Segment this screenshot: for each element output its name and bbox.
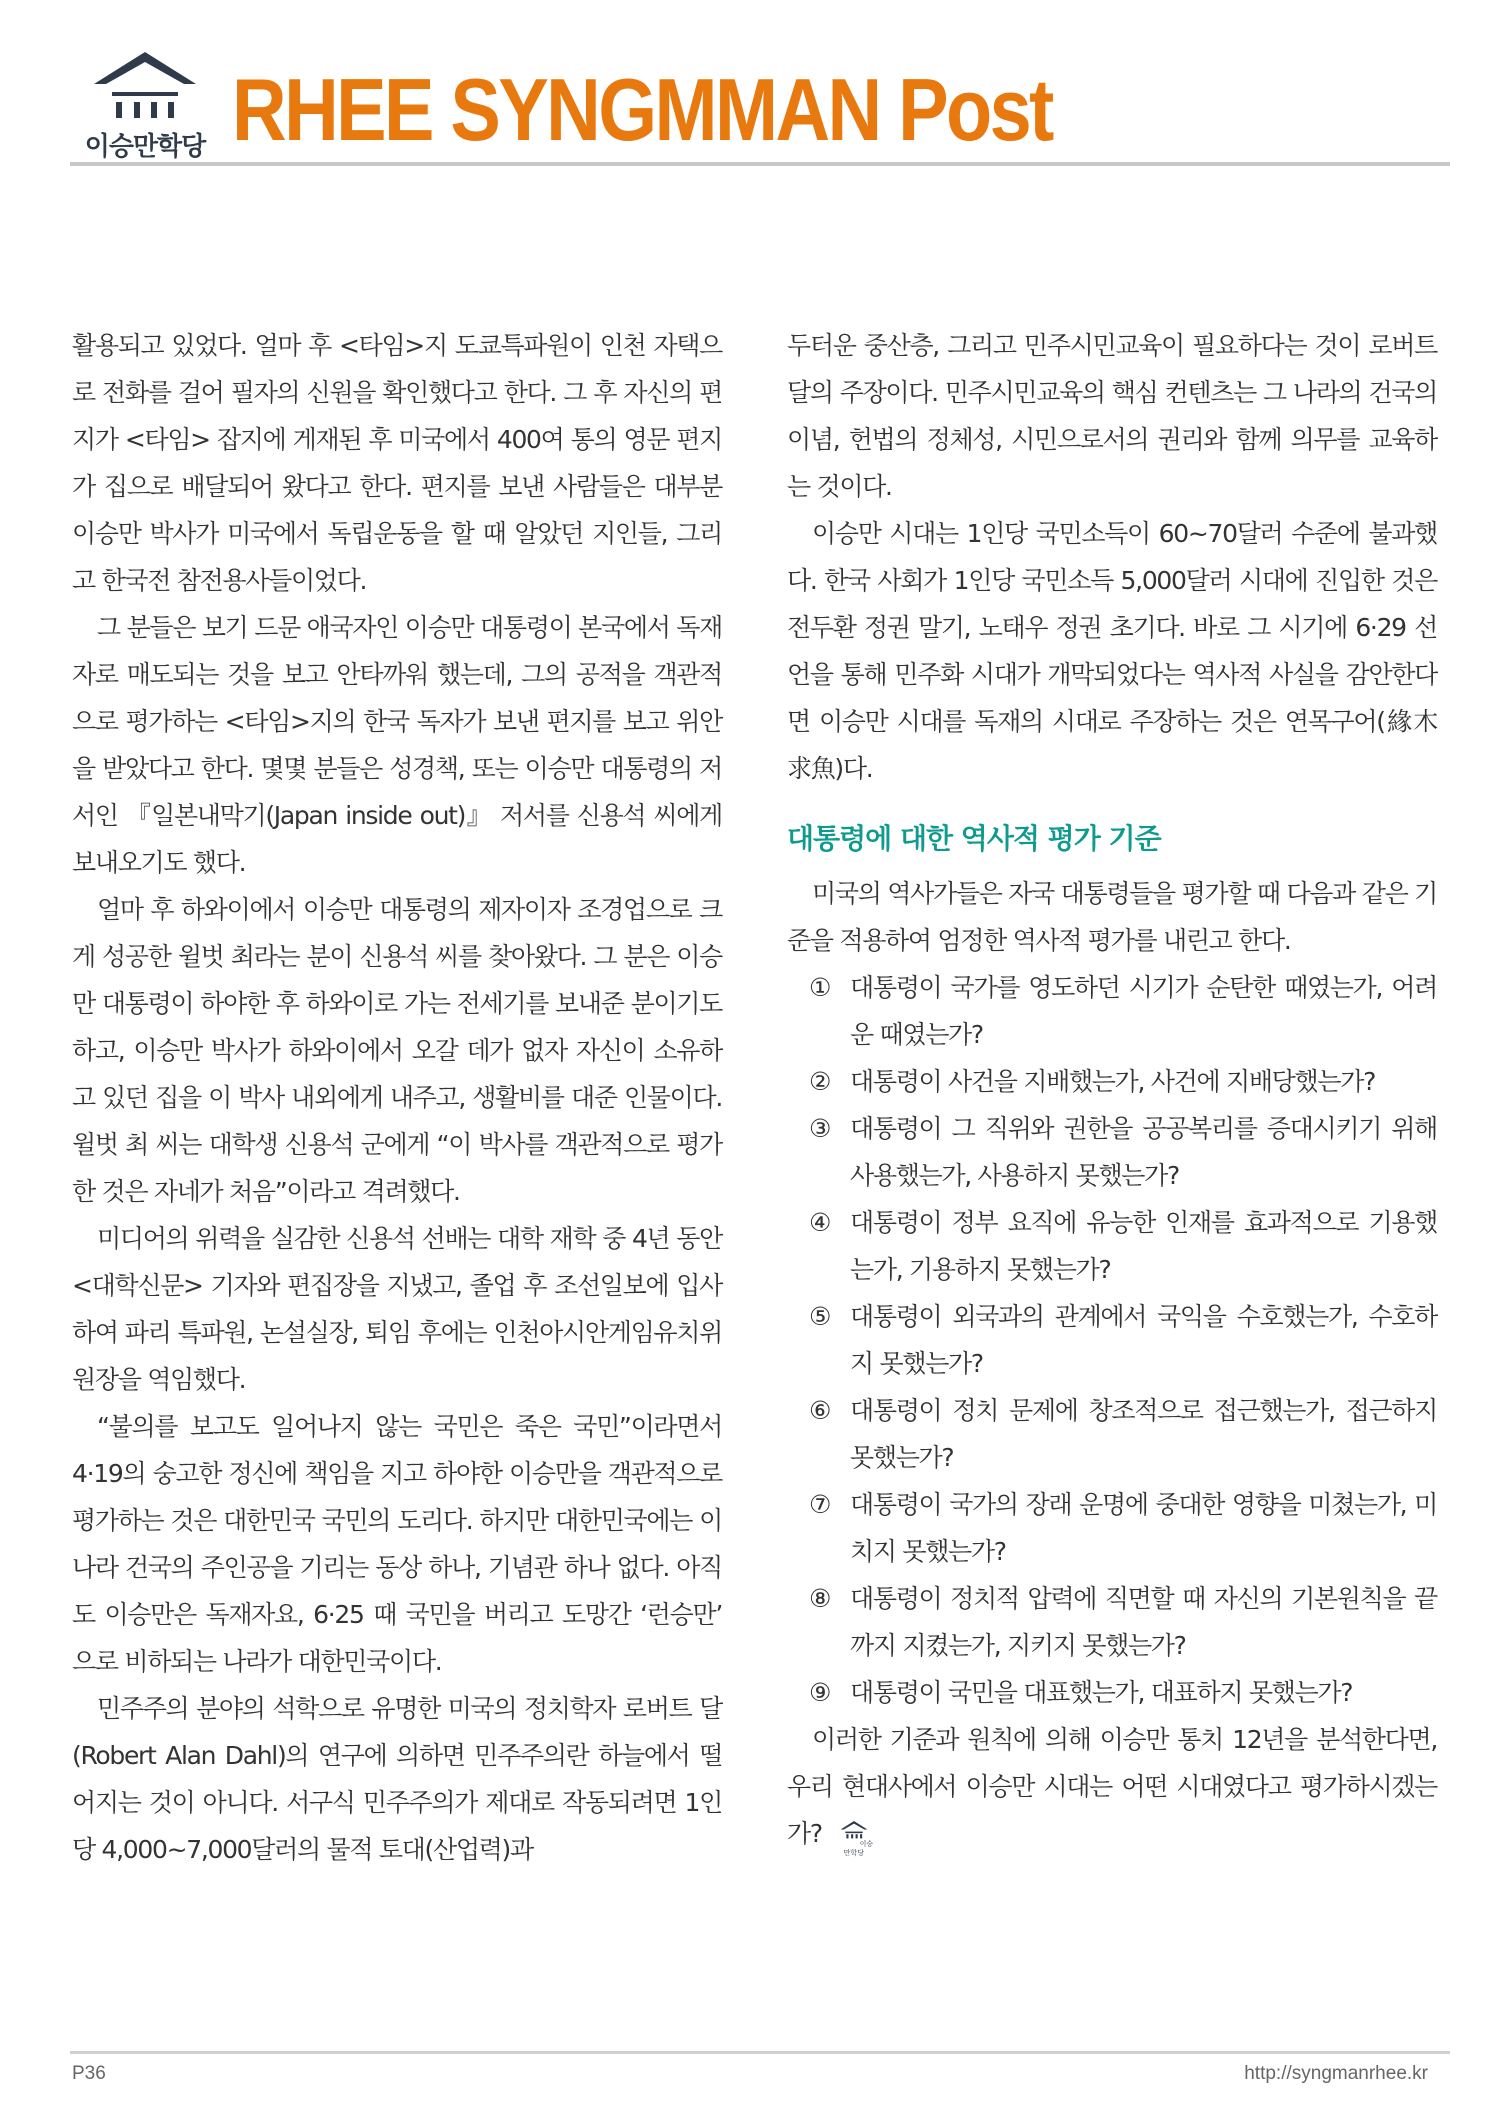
criterion-item bbox=[787, 1669, 1437, 1716]
body-paragraph: “불의를 보고도 일어나지 않는 국민은 죽은 국민”이라면서 4·19의 숭고한 정신에 책임을 지고 하야한 이승만을 객관적으로 평가하는 것은 대한민국 국민의 도리다. 하지만 대한민국에는 이 나라 건국의 주인공을 기리는 동상 하나, 기념관 하나 없다. 아직도 이승만은 독재자요, 6·25 때 국민을 버리고 도망간 ‘런승만’ 으로 비하되는 나라가 대한민국이다. bbox=[72, 1412, 722, 1676]
body-paragraph: 그 분들은 보기 드문 애국자인 이승만 대통령이 본국에서 독재자로 매도되는 것을 보고 안타까워 했는데, 그의 공적을 객관적으로 평가하는 <타임>지의 한국 독자가 보낸 편지를 보고 위안을 받았다고 한다. 몇몇 분들은 성경책, 또는 이승만 대통령의 저서인 『일본내막기(Japan inside out)』 저서를 신용석 씨에게 보내오기도 했다. bbox=[72, 613, 722, 877]
end-mark-text: 이승만학당 bbox=[843, 1840, 874, 1857]
body-paragraph: 민주주의 분야의 석학으로 유명한 미국의 정치학자 로버트 달(Robert Alan Dahl)의 연구에 의하면 민주주의란 하늘에서 떨어지는 것이 아니다. 서구식 민주주의가 제대로 작동되려면 1인당 4,000~7,000달러의 물적 토대(산업력)과 bbox=[72, 1694, 722, 1864]
criterion-item bbox=[787, 964, 1437, 1058]
criteria-list bbox=[787, 964, 1437, 1716]
criterion-text: 대통령이 정치 문제에 창조적으로 접근했는가, 접근하지 못했는가? bbox=[850, 1396, 1437, 1472]
body-paragraph: 활용되고 있었다. 얼마 후 <타임>지 도쿄특파원이 인천 자택으로 전화를 걸어 필자의 신원을 확인했다고 한다. 그 후 자신의 편지가 <타임> 잡지에 게재된 후 미국에서 400여 통의 영문 편지가 집으로 배달되어 왔다고 한다. 편지를 보낸 사람들은 대부분 이승만 박사가 미국에서 독립운동을 할 때 알았던 지인들, 그리고 한국전 참전용사들이었다. bbox=[72, 331, 722, 595]
page-number: P36 bbox=[72, 2063, 106, 2084]
criterion-number: ⑧ bbox=[809, 1584, 831, 1613]
left-column bbox=[72, 322, 722, 1873]
academy-roof-icon bbox=[92, 48, 198, 124]
masthead bbox=[70, 40, 1450, 172]
academy-logo[interactable] bbox=[70, 48, 220, 162]
closing-text: 이러한 기준과 원칙에 의해 이승만 통치 12년을 분석한다면, 우리 현대사에서 이승만 시대는 어떤 시대였다고 평가하시겠는가? bbox=[787, 1725, 1437, 1848]
criterion-item bbox=[787, 1105, 1437, 1199]
header-divider bbox=[70, 162, 1450, 166]
criterion-item bbox=[787, 1293, 1437, 1387]
criterion-number: ④ bbox=[809, 1208, 831, 1237]
criterion-number: ③ bbox=[809, 1114, 831, 1143]
criterion-text: 대통령이 국민을 대표했는가, 대표하지 못했는가? bbox=[850, 1678, 1353, 1707]
criterion-number: ⑥ bbox=[809, 1396, 831, 1425]
criterion-text: 대통령이 국가를 영도하던 시기가 순탄한 때였는가, 어려운 때였는가? bbox=[850, 973, 1437, 1049]
criterion-number: ⑦ bbox=[809, 1490, 831, 1519]
publication-title: RHEE SYNGMMAN Post bbox=[232, 60, 1052, 159]
section-heading: 대통령에 대한 역사적 평가 기준 bbox=[787, 822, 1161, 855]
body-paragraph: 얼마 후 하와이에서 이승만 대통령의 제자이자 조경업으로 크게 성공한 윌벗 최라는 분이 신용석 씨를 찾아왔다. 그 분은 이승만 대통령이 하야한 후 하와이로 가는 전세기를 보내준 분이기도 하고, 이승만 박사가 하와이에서 오갈 데가 없자 자신이 소유하고 있던 집을 이 박사 내외에게 내주고, 생활비를 대준 인물이다. 윌벗 최 씨는 대학생 신용석 군에게 “이 박사를 객관적으로 평가한 것은 자네가 처음”이라고 격려했다. bbox=[72, 895, 722, 1206]
criterion-text: 대통령이 정부 요직에 유능한 인재를 효과적으로 기용했는가, 기용하지 못했는가? bbox=[850, 1208, 1437, 1284]
criterion-number: ② bbox=[809, 1067, 831, 1096]
right-column bbox=[787, 322, 1437, 1857]
body-paragraph: 미디어의 위력을 실감한 신용석 선배는 대학 재학 중 4년 동안 <대학신문> 기자와 편집장을 지냈고, 졸업 후 조선일보에 입사하여 파리 특파원, 논설실장, 퇴임 후에는 인천아시안게임유치위원장을 역임했다. bbox=[72, 1224, 722, 1394]
footer-divider bbox=[70, 2051, 1450, 2054]
criterion-text: 대통령이 그 직위와 권한을 공공복리를 증대시키기 위해 사용했는가, 사용하지 못했는가? bbox=[850, 1114, 1437, 1190]
criterion-text: 대통령이 정치적 압력에 직면할 때 자신의 기본원칙을 끝까지 지켰는가, 지키지 못했는가? bbox=[850, 1584, 1437, 1660]
criterion-text: 대통령이 외국과의 관계에서 국익을 수호했는가, 수호하지 못했는가? bbox=[850, 1302, 1437, 1378]
logo-text: 이승만학당 bbox=[84, 132, 206, 162]
end-mark bbox=[832, 1820, 876, 1857]
criterion-item bbox=[787, 1199, 1437, 1293]
closing-paragraph bbox=[787, 1716, 1437, 1857]
criterion-number: ⑤ bbox=[809, 1302, 831, 1331]
right-paragraphs bbox=[787, 322, 1437, 792]
criteria-intro: 미국의 역사가들은 자국 대통령들을 평가할 때 다음과 같은 기준을 적용하여 엄정한 역사적 평가를 내린고 한다. bbox=[787, 879, 1437, 955]
body-paragraph: 이승만 시대는 1인당 국민소득이 60~70달러 수준에 불과했다. 한국 사회가 1인당 국민소득 5,000달러 시대에 진입한 것은 전두환 정권 말기, 노태우 정권 초기다. 바로 그 시기에 6·29 선언을 통해 민주화 시대가 개막되었다는 역사적 사실을 감안한다면 이승만 시대를 독재의 시대로 주장하는 것은 연목구어(緣木求魚)다. bbox=[787, 519, 1437, 783]
criterion-item bbox=[787, 1058, 1437, 1105]
criterion-text: 대통령이 사건을 지배했는가, 사건에 지배당했는가? bbox=[850, 1067, 1376, 1096]
body-paragraph: 두터운 중산층, 그리고 민주시민교육이 필요하다는 것이 로버트 달의 주장이다. 민주시민교육의 핵심 컨텐츠는 그 나라의 건국의 이념, 헌법의 정체성, 시민으로서의 권리와 함께 의무를 교육하는 것이다. bbox=[787, 331, 1437, 501]
criterion-item bbox=[787, 1575, 1437, 1669]
academy-roof-icon bbox=[840, 1820, 868, 1840]
criterion-item bbox=[787, 1481, 1437, 1575]
criterion-item bbox=[787, 1387, 1437, 1481]
criterion-number: ⑨ bbox=[809, 1678, 831, 1707]
website-link[interactable]: http://syngmanrhee.kr bbox=[1244, 2063, 1428, 2084]
criterion-text: 대통령이 국가의 장래 운명에 중대한 영향을 미쳤는가, 미치지 못했는가? bbox=[850, 1490, 1437, 1566]
criterion-number: ① bbox=[809, 973, 831, 1002]
